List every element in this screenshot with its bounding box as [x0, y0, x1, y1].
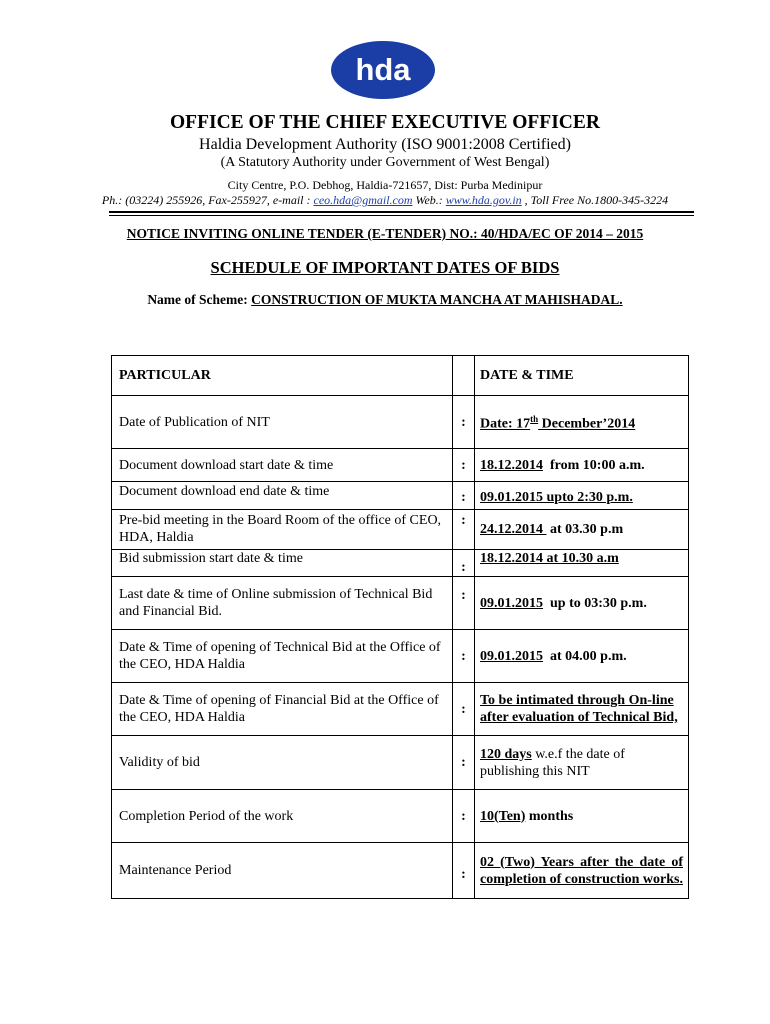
header-divider-thin [109, 215, 694, 216]
table-header-row [112, 356, 689, 396]
tender-notice: NOTICE INVITING ONLINE TENDER (E-TENDER) NO.: 40/HDA/EC OF 2014 – 2015 [126, 226, 644, 241]
header-particular: PARTICULAR [112, 356, 453, 396]
address-line: City Centre, P.O. Debhog, Haldia-721657, Dist: Purba Medinipur [227, 178, 543, 192]
row-label: Last date & time of Online submission of Technical Bid and Financial Bid. [112, 577, 453, 630]
row-label: Maintenance Period [112, 843, 453, 899]
row-value: 10(Ten) months [475, 790, 689, 843]
web-label: Web.: [412, 193, 446, 207]
row-label: Document download end date & time [112, 482, 453, 510]
row-colon: : [453, 577, 475, 630]
scheme-label: Name of Scheme: [147, 292, 252, 307]
hda-logo [330, 40, 436, 100]
table-row [112, 510, 689, 550]
table-row [112, 630, 689, 683]
row-colon: : [453, 683, 475, 736]
office-title: OFFICE OF THE CHIEF EXECUTIVE OFFICER [170, 112, 600, 133]
row-label: Date of Publication of NIT [112, 396, 453, 449]
header-date-time: DATE & TIME [475, 356, 689, 396]
row-value: 09.01.2015 upto 2:30 p.m. [475, 482, 689, 510]
schedule-title: SCHEDULE OF IMPORTANT DATES OF BIDS [210, 258, 560, 277]
table-row [112, 449, 689, 482]
header-divider [109, 211, 694, 213]
row-value: 02 (Two) Years after the date of completion of construction works. [475, 843, 689, 899]
organization-name: Haldia Development Authority (ISO 9001:2008 Certified) [199, 136, 571, 153]
row-value: Date: 17th December’2014 [475, 396, 689, 449]
row-label: Date & Time of opening of Financial Bid at the Office of the CEO, HDA Haldia [112, 683, 453, 736]
contact-line [0, 193, 770, 208]
row-colon: : [453, 630, 475, 683]
row-value: 24.12.2014 at 03.30 p.m [475, 510, 689, 550]
row-label: Document download start date & time [112, 449, 453, 482]
row-colon: : [453, 736, 475, 790]
table-row [112, 550, 689, 577]
table-row [112, 577, 689, 630]
email-link[interactable]: ceo.hda@gmail.com [313, 193, 413, 207]
row-label: Pre-bid meeting in the Board Room of the office of CEO, HDA, Haldia [112, 510, 453, 550]
scheme-name: CONSTRUCTION OF MUKTA MANCHA AT MAHISHADAL. [251, 292, 623, 307]
row-label: Bid submission start date & time [112, 550, 453, 577]
toll-free: , Toll Free No.1800-345-3224 [521, 193, 669, 207]
row-colon: : [453, 550, 475, 577]
row-value: 18.12.2014 from 10:00 a.m. [475, 449, 689, 482]
row-label: Completion Period of the work [112, 790, 453, 843]
contact-prefix: Ph.: (03224) 255926, Fax-255927, e-mail : [101, 193, 314, 207]
website-link[interactable]: www.hda.gov.in [445, 193, 522, 207]
table-row [112, 843, 689, 899]
row-colon: : [453, 843, 475, 899]
row-colon: : [453, 482, 475, 510]
dates-table [111, 355, 689, 899]
table-row [112, 736, 689, 790]
row-label: Date & Time of opening of Technical Bid at the Office of the CEO, HDA Haldia [112, 630, 453, 683]
row-colon: : [453, 449, 475, 482]
row-label: Validity of bid [112, 736, 453, 790]
table-row [112, 683, 689, 736]
table-row [112, 396, 689, 449]
table-row [112, 790, 689, 843]
logo-text: hda [355, 52, 411, 87]
table-row [112, 482, 689, 510]
row-colon: : [453, 396, 475, 449]
row-colon: : [453, 510, 475, 550]
row-value: 120 days w.e.f the date of publishing this NIT [475, 736, 689, 790]
row-colon: : [453, 790, 475, 843]
row-value: 09.01.2015 up to 03:30 p.m. [475, 577, 689, 630]
row-value: 18.12.2014 at 10.30 a.m [475, 550, 689, 577]
row-value: 09.01.2015 at 04.00 p.m. [475, 630, 689, 683]
row-value: To be intimated through On-line after evaluation of Technical Bid, [475, 683, 689, 736]
statutory-note: (A Statutory Authority under Government of West Bengal) [220, 155, 550, 170]
scheme-line [0, 292, 770, 308]
